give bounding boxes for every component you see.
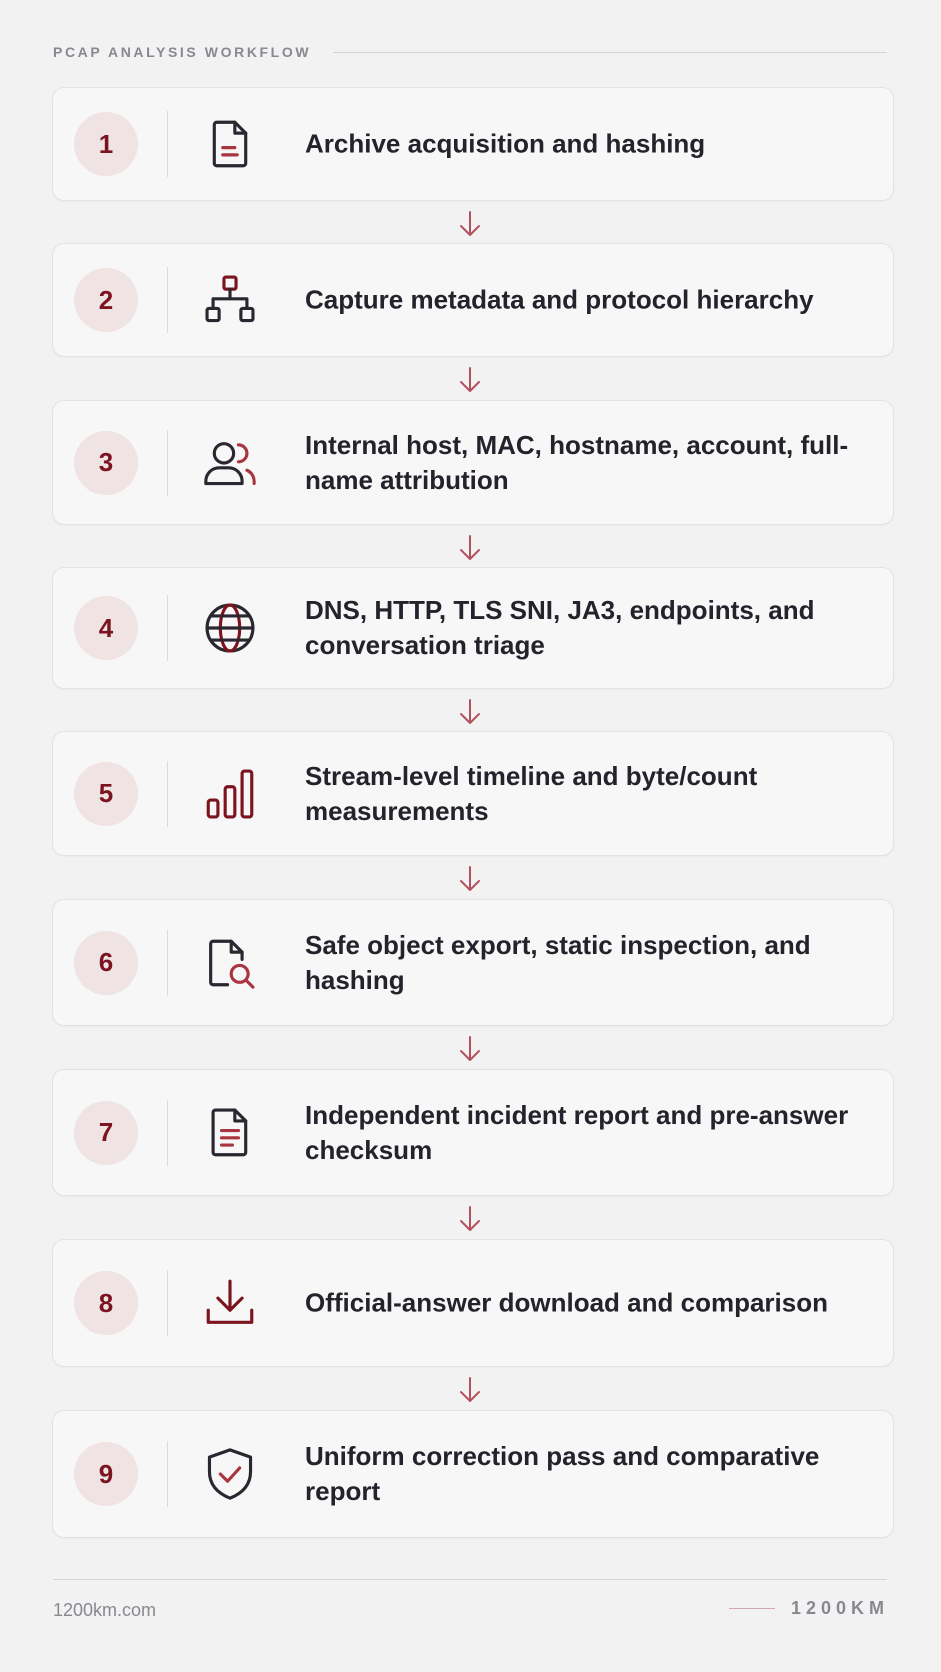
step-number-badge: 4 [74, 596, 138, 660]
step-number-badge: 6 [74, 931, 138, 995]
step-label: Stream-level timeline and byte/count measurements [305, 760, 758, 826]
footer-site-link[interactable]: 1200km.com [53, 1600, 157, 1620]
download-icon [198, 1271, 262, 1335]
step-card-8 [52, 1239, 894, 1367]
users-icon [198, 431, 262, 495]
shield-check-icon [198, 1442, 262, 1506]
step-card-2 [52, 243, 894, 357]
step-number-badge: 8 [74, 1271, 138, 1335]
step-card-7 [52, 1069, 894, 1196]
step-divider [167, 267, 168, 333]
step-card-6 [52, 899, 894, 1026]
down-arrow-icon [456, 864, 484, 894]
step-label: Internal host, MAC, hostname, account, full-name attribution [305, 429, 849, 495]
step-number-badge: 2 [74, 268, 138, 332]
step-label: Safe object export, static inspection, and hashing [305, 929, 811, 995]
step-divider [167, 1441, 168, 1507]
down-arrow-icon [456, 1034, 484, 1064]
step-number-badge: 3 [74, 431, 138, 495]
down-arrow-icon [456, 533, 484, 563]
step-divider [167, 1100, 168, 1166]
step-number-badge: 5 [74, 762, 138, 826]
step-card-1 [52, 87, 894, 201]
step-divider [167, 761, 168, 827]
down-arrow-icon [456, 365, 484, 395]
step-number-badge: 1 [74, 112, 138, 176]
step-number-badge: 9 [74, 1442, 138, 1506]
step-label: Archive acquisition and hashing [305, 128, 706, 159]
step-card-4 [52, 567, 894, 689]
down-arrow-icon [456, 209, 484, 239]
file-search-icon [198, 931, 262, 995]
step-divider [167, 430, 168, 496]
step-card-5 [52, 731, 894, 856]
report-icon [198, 1101, 262, 1165]
step-label: Independent incident report and pre-answer checksum [305, 1099, 849, 1165]
page-title: PCAP ANALYSIS WORKFLOW [53, 44, 312, 60]
footer-brand: 1200KM [790, 1598, 889, 1618]
step-card-9 [52, 1410, 894, 1538]
step-label: Capture metadata and protocol hierarchy [305, 284, 814, 315]
step-divider [167, 595, 168, 661]
footer-brand-rule [729, 1608, 775, 1609]
document-icon [198, 112, 262, 176]
footer-divider [53, 1579, 887, 1580]
down-arrow-icon [456, 697, 484, 727]
footer-brand-area [729, 1598, 889, 1619]
down-arrow-icon [456, 1204, 484, 1234]
globe-icon [198, 596, 262, 660]
step-label: Official-answer download and comparison [305, 1287, 828, 1318]
down-arrow-icon [456, 1375, 484, 1405]
bar-chart-icon [198, 762, 262, 826]
step-card-3 [52, 400, 894, 525]
step-divider [167, 111, 168, 177]
header-divider [333, 52, 887, 53]
step-number-badge: 7 [74, 1101, 138, 1165]
step-divider [167, 1270, 168, 1336]
header [53, 42, 887, 62]
step-divider [167, 930, 168, 996]
step-label: DNS, HTTP, TLS SNI, JA3, endpoints, and conversation triage [305, 595, 815, 660]
network-hierarchy-icon [198, 268, 262, 332]
step-label: Uniform correction pass and comparative report [305, 1441, 820, 1506]
